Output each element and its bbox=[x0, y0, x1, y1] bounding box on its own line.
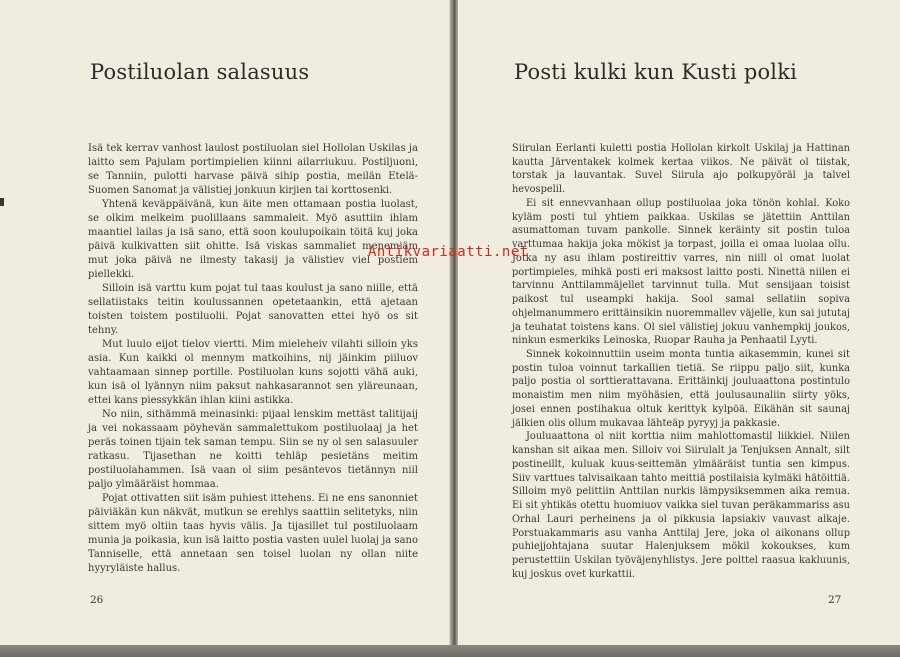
right-paragraph: Jouluaattona ol niit korttia niim mahlottomastil liikkiel. Niilen kanshan sit aikaa men. Silloiv voi Siirulalt ja Tenjuksen Annalt, silt postineillt, kuluak kuus-seittemän ylmääräist tuntia sen kimpus. Siiv varttues talvisaikaan tahto meittiä postilaisia kylmäki hätöittiä. Silloim myö pelittiin Anttilan nurkis lämpysiksemmen aika remua. Ei sit yhtikäs otettu huomiuov vaikka siel tuvan peräkammariss asu Orhal Lauri perheinens ja ol pikkusia lapsiakiv vauvast alkaje. Porstuakammaris asu vanha Anttilaj Jere, joka ol aikonans ollup puhiejjohtajana suutar Halenjuksem mökil kokoukses, kum perustettiin Uskilan työväjenyhlistys. Jere polttel raasua kakluunis, kuj joskus ovet kurkattii. bbox=[512, 431, 850, 580]
left-page-body bbox=[88, 142, 418, 576]
right-page-number: 27 bbox=[828, 594, 842, 606]
left-paragraph: Isä tek kerrav vanhost laulost postiluolan siel Hollolan Uskilas ja laitto sem Pajulam portimpielien kiinni ailarriukuu. Postiljuoni, se Tanniin, pulotti harvase päivä sihip postia, meilän Etelä-Suomen Sanomat ja välistiej jonkuun kirjien tai korttosenki. bbox=[88, 143, 418, 197]
right-page bbox=[458, 0, 900, 657]
scan-bottom-edge bbox=[0, 645, 900, 657]
left-paragraph: No niin, sithämmä meinasinki: pijaal lenskim mettäst talitijaij ja vei nokassaam pöyhevän sammalettukom postiluolaaj ja het peräs toinen tijain tek saman tempu. Siin se ny ol sen salasuuler ratkasu. Tijasethan ne koitti tehläp pesietäns meitim postiluolahammen. Isä vaan ol siim pesäntevos tietännyn niil paljo ylmääräist hommaa. bbox=[88, 409, 418, 491]
right-paragraph: Ei sit ennevvanhaan ollup postiluolaa joka tönön kohlal. Koko kyläm posti tul yhtiem paikkaa. Uskilas se jätettiin Anttilan asumattoman tuvam pankolle. Sinnek keräinty sit postin tuloa varttumaa hakija joka mökist ja torpast, joilla ei omaa luolaa ollu. Jotka ny asu ihlam postireittiv varres, nin niill ol omat luolat portimpieles, mihkä posti eri maksost laitto posti. Ninettä niilen ei tarvinnu Anttilammäjellet tarvinnut tulla. Mut sensijaan toisist paikost tul useampki hakija. Sool samal sellatiin sopiva ohjelmanummero erittäinsikin nuoremmallev väjelle, kun sai jututaj ja teuhatat toistens kans. Ol siel välistiej jokuu vanhempkij joukos, ninkun esmerkiks Leinoska, Ruopar Rauha ja Penhaatil Lyyti. bbox=[512, 197, 850, 347]
left-paragraph: Silloin isä varttu kum pojat tul taas koulust ja sano niille, että sellatiistaks teitin koulussannen opetetaankin, että ajetaan toisten toistem postiluolii. Pojat sanovatten ettei hyö os sit tehny. bbox=[88, 283, 418, 337]
left-paragraph: Pojat ottivatten siit isäm puhiest ittehens. Ei ne ens sanonniet päiviäkän kun näkvät, mutkun se erehlys saattiin selitetyks, niin sittem myö oltiin taas hyvis välis. Ja tijasillet tul postiluolaam munia ja poikasia, kun isä laitto postia vasten uulel luolaj ja sano Tanniselle, että annetaan sen toisel luolan ny ollan niite hyyryläiste hallus. bbox=[88, 493, 418, 575]
left-paragraph: Mut luulo eijot tielov viertti. Mim mieleheiv vilahti silloin yks asia. Kun kaikki ol mennym matkoihins, nij jäinkim piiluov vahtaamaan sinnep portille. Postiluolan kuns sojotti vähä auki, kun isä ol lyännyn niim paksut nahkasarannot sen yläreunaan, ettei kans piessykkän ihlan kiini astikka. bbox=[88, 339, 418, 407]
page-edge-mark bbox=[0, 198, 4, 206]
book-gutter bbox=[450, 0, 458, 657]
right-paragraph: Sinnek kokoinnuttiin useim monta tuntia aikasemmin, kunei sit postin tuloa voinnut tarkallien tietiä. Se riippu paljo siit, kunka paljo postia ol sorttierattavana. Erittäinkij jouluaattona postintulo monaistim men niim myöhäsien, että joulusaunaliin siirty yöks, josei ennen postihakua oltuk kerittyk kylpöä. Eikähän sit saunaj jälkien olis ollum mukavaa lähteäp pyryyj ja pakkasie. bbox=[512, 349, 850, 429]
right-page-title: Posti kulki kun Kusti polki bbox=[514, 60, 798, 84]
right-paragraph: Siirulan Eerlanti kuletti postia Hollolan kirkolt Uskilaj ja Hattinan kautta Järventakek kolmek kertaa viikos. Ne päivät ol tiistak, torstak ja lauvantak. Suvel Siirula ajo polkupyöräl ja talvel hevospelil. bbox=[512, 143, 850, 196]
right-page-body bbox=[512, 142, 850, 582]
left-page-number: 26 bbox=[90, 594, 104, 606]
left-page-title: Postiluolan salasuus bbox=[90, 60, 310, 84]
left-paragraph: Yhtenä keväppäivänä, kun äite men ottamaan postia luolast, se olkim melkeim puolillaans sammaleit. Myö asuttiin ihlam maantiel lailas ja isä sano, että soon koulupoikain töitä kuj joka päivä kulkivatten siit ohitte. Isä viskas sammaliet menemiäm mut joka päivä ne ilmesty takasij ja välistiev viel postiem piellekki. bbox=[88, 199, 418, 281]
watermark-text: Antikvariaatti.net bbox=[368, 244, 529, 260]
